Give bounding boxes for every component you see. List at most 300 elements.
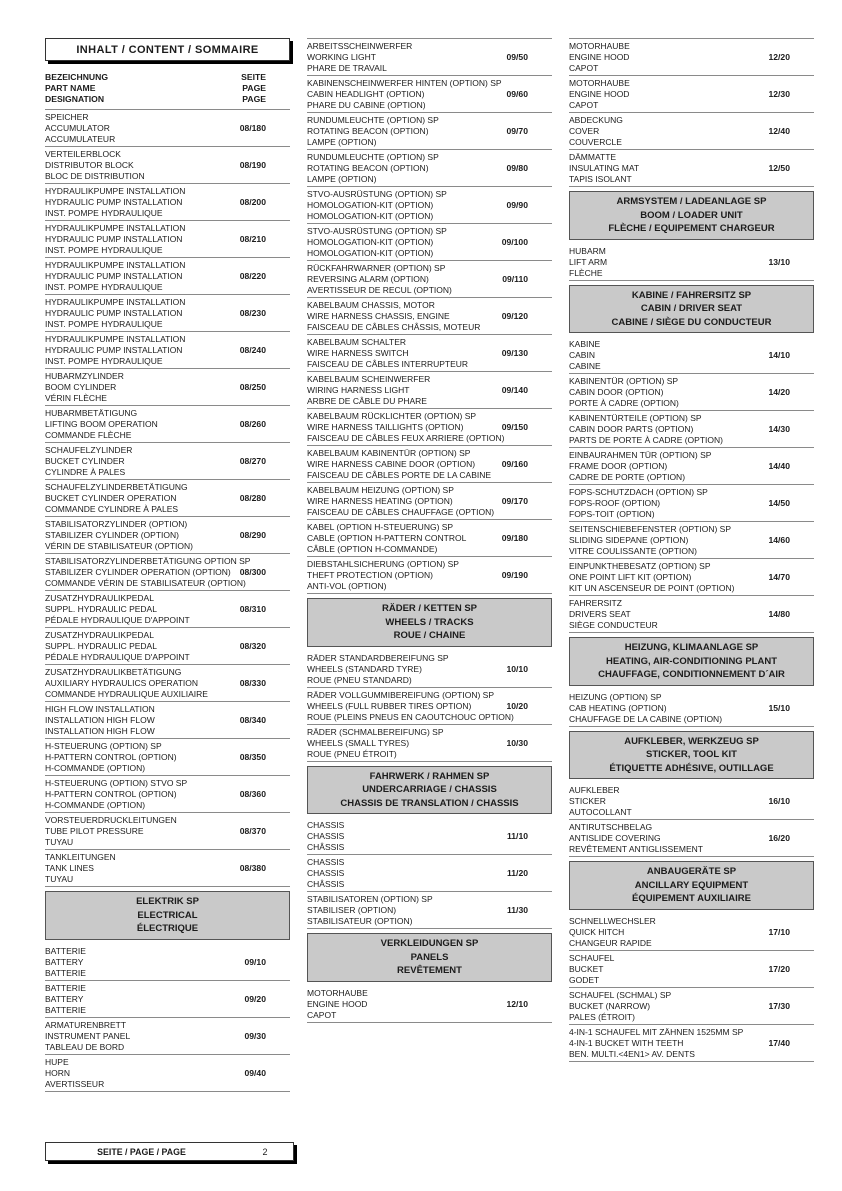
toc-entry-name-line: CAB HEATING (OPTION) <box>569 702 667 713</box>
toc-entry <box>307 39 552 76</box>
toc-entry <box>569 522 814 559</box>
toc-entry-name-line: HIGH FLOW INSTALLATION <box>45 704 155 714</box>
toc-entry-page-ref: 08/370 <box>239 826 266 836</box>
toc-entry-name-line: SLIDING SIDEPANE (OPTION) <box>569 535 689 545</box>
toc-entry-name-line: KABELBAUM KABINENTÜR (OPTION) SP <box>307 448 471 458</box>
toc-entry-name-line: ONE POINT LIFT KIT (OPTION) <box>569 572 692 582</box>
toc-entry <box>307 892 552 929</box>
toc-entry-name-line: FAISCEAU DE CÂBLES CHAUFFAGE (OPTION) <box>307 507 495 517</box>
toc-entry-name-line: AUXILIARY HYDRAULICS OPERATION <box>45 678 199 688</box>
table-header-page-de: SEITE <box>241 72 266 82</box>
toc-entry-page-ref: 09/100 <box>501 237 528 247</box>
toc-entry-name-line: SUPPL. HYDRAULIC PEDAL <box>45 641 157 651</box>
toc-entry-name-line: INST. POMPE HYDRAULIQUE <box>45 282 163 292</box>
toc-entry-page-ref: 08/330 <box>239 678 266 688</box>
toc-entry <box>569 485 814 522</box>
toc-entry-name-line: BATTERY <box>45 956 84 967</box>
toc-entry-name-line: KIT UN ASCENSEUR DE POINT (OPTION) <box>569 583 735 593</box>
toc-entry-name-line: LAMPE (OPTION) <box>307 174 377 184</box>
toc-entry-name-line: KABELBAUM HEIZUNG (OPTION) SP <box>307 485 454 495</box>
toc-entry-name-line: TUBE PILOT PRESSURE <box>45 826 144 836</box>
toc-entry-name-line: LAMPE (OPTION) <box>307 137 377 147</box>
toc-entry-name-line: ENGINE HOOD <box>307 998 368 1009</box>
toc-entry-name-line: COMMANDE CYLINDRE À PALES <box>45 504 179 514</box>
toc-entry-page-ref: 11/30 <box>506 905 528 915</box>
toc-entry <box>307 688 552 725</box>
section-header-line: ÉTIQUETTE ADHÉSIVE, OUTILLAGE <box>609 762 774 774</box>
toc-entry-name-line: CÂBLE (OPTION H-COMMANDE) <box>307 544 438 554</box>
toc-entry-name-line: BUCKET <box>569 963 604 974</box>
toc-entry-name-line: STABILISATORZYLINDER (OPTION) <box>45 519 188 529</box>
toc-entry-name-line: STABILISATOREN (OPTION) SP <box>307 894 433 904</box>
toc-entry <box>569 76 814 113</box>
toc-entry <box>45 517 290 554</box>
toc-entry-name-line: FOPS-TOIT (OPTION) <box>569 509 655 519</box>
toc-entry-name-line: AUTOCOLLANT <box>569 807 632 817</box>
toc-entry-name-line: LIFTING BOOM OPERATION <box>45 419 158 429</box>
toc-entry-name-line: EINPUNKTHEBESATZ (OPTION) SP <box>569 561 711 571</box>
toc-entry-name-line: ACCUMULATEUR <box>45 134 116 144</box>
toc-entry-name-line: CAPOT <box>569 100 599 110</box>
toc-entry-name-line: DRIVERS SEAT <box>569 609 631 619</box>
toc-entry-page-ref: 09/180 <box>501 533 528 543</box>
toc-entry-name-line: SCHAUFEL (SCHMAL) SP <box>569 989 672 1000</box>
toc-entry <box>45 554 290 591</box>
toc-entry-name-line: H-PATTERN CONTROL (OPTION) <box>45 752 177 762</box>
toc-entry-name-line: ARMATURENBRETT <box>45 1019 127 1030</box>
toc-entry-name-line: SCHAUFEL <box>569 952 615 963</box>
toc-entry-name-line: SEITENSCHIEBEFENSTER (OPTION) SP <box>569 524 731 534</box>
section-header-line: WHEELS / TRACKS <box>385 616 474 628</box>
toc-entry <box>45 369 290 406</box>
toc-entry-name-line: HOMOLOGATION-KIT (OPTION) <box>307 237 434 247</box>
toc-entry-name-line: HUBARM <box>569 245 606 256</box>
toc-entry-name-line: KABINE <box>569 339 601 349</box>
toc-entry <box>307 187 552 224</box>
toc-entry-name-line: BOOM CYLINDER <box>45 382 117 392</box>
toc-entry <box>45 665 290 702</box>
toc-entry-name-line: BUCKET CYLINDER <box>45 456 125 466</box>
toc-entry-name-line: ZUSATZHYDRAULIKPEDAL <box>45 630 154 640</box>
toc-entry-name-line: SCHAUFELZYLINDERBETÄTIGUNG <box>45 482 188 492</box>
footer-label: SEITE / PAGE / PAGE <box>97 1147 186 1157</box>
toc-entry-name-line: AVERTISSEUR DE RECUL (OPTION) <box>307 285 452 295</box>
toc-entry-name-line: CABIN <box>569 350 595 360</box>
toc-entry-name-line: COUVERCLE <box>569 137 622 147</box>
toc-entry-name-line: ENGINE HOOD <box>569 89 630 99</box>
toc-entry-name-line: RÄDER VOLLGUMMIBEREIFUNG (OPTION) SP <box>307 689 495 700</box>
table-header-name-de: BEZEICHNUNG <box>45 72 109 82</box>
section-header-line: ÉLECTRIQUE <box>136 923 199 934</box>
toc-entry-name-line: FAISCEAU DE CÂBLES FEUX ARRIERE (OPTION) <box>307 433 505 443</box>
toc-entry-name-line: ANTIRUTSCHBELAG <box>569 822 653 832</box>
toc-entry <box>307 261 552 298</box>
toc-entry-name-line: WHEELS (SMALL TYRES) <box>307 737 410 748</box>
toc-entry-name-line: FLÈCHE <box>569 267 603 278</box>
toc-entry-name-line: CABINE <box>569 361 601 371</box>
toc-entry <box>307 224 552 261</box>
toc-entry <box>307 335 552 372</box>
section-header-line: ARMSYSTEM / LADEANLAGE SP <box>616 196 767 207</box>
toc-entry-name-line: CYLINDRE À PALES <box>45 467 126 477</box>
toc-entry-name-line: STABILISATEUR (OPTION) <box>307 916 413 926</box>
toc-entry-page-ref: 11/10 <box>506 831 528 841</box>
toc-entry-name-line: H-PATTERN CONTROL (OPTION) <box>45 789 177 799</box>
section-header-line: ROUE / CHAINE <box>393 630 466 641</box>
toc-entry-page-ref: 10/20 <box>506 700 528 711</box>
toc-entry-name-line: CADRE DE PORTE (OPTION) <box>569 472 686 482</box>
toc-entry-page-ref: 09/120 <box>501 311 528 321</box>
toc-entry-name-line: STABILIZER CYLINDER (OPTION) <box>45 530 179 540</box>
toc-entry-name-line: SCHNELLWECHSLER <box>569 915 656 926</box>
section-header <box>569 637 814 686</box>
toc-entry-name-line: COVER <box>569 126 600 136</box>
toc-entry-name-line: H-COMMANDE (OPTION) <box>45 800 146 810</box>
toc-entry-page-ref: 09/160 <box>501 459 528 469</box>
toc-column-3 <box>569 38 814 1092</box>
toc-entry-name-line: STICKER <box>569 796 606 806</box>
toc-entry <box>569 411 814 448</box>
toc-entry <box>307 76 552 113</box>
toc-entry-name-line: HOMOLOGATION-KIT (OPTION) <box>307 211 434 221</box>
toc-entry-name-line: INST. POMPE HYDRAULIQUE <box>45 208 163 218</box>
section-header-line: CHASSIS DE TRANSLATION / CHASSIS <box>340 797 519 809</box>
toc-entry-name-line: SPEICHER <box>45 112 89 122</box>
toc-entry <box>45 443 290 480</box>
toc-entry <box>307 483 552 520</box>
section-header-line: AUFKLEBER, WERKZEUG SP <box>624 735 759 747</box>
toc-entry-name-line: BATTERIE <box>45 967 86 978</box>
toc-entry-name-line: ANTISLIDE COVERING <box>569 833 661 843</box>
toc-entry-page-ref: 08/240 <box>239 345 266 355</box>
toc-entry-page-ref: 17/40 <box>768 1037 790 1048</box>
page-footer <box>45 1142 294 1161</box>
toc-entry <box>307 520 552 557</box>
section-header-line: KABINE / FAHRERSITZ SP <box>631 289 752 301</box>
toc-entry-name-line: VÉRIN FLÈCHE <box>45 393 107 403</box>
toc-entry-name-line: TANK LINES <box>45 863 94 873</box>
section-header <box>45 891 290 940</box>
toc-entry <box>569 337 814 374</box>
toc-entry <box>569 1025 814 1062</box>
toc-entry-name-line: EINBAURAHMEN TÜR (OPTION) SP <box>569 450 712 460</box>
toc-entry-name-line: TABLEAU DE BORD <box>45 1041 125 1052</box>
toc-entry-name-line: FOPS-ROOF (OPTION) <box>569 498 661 508</box>
section-header-line: PANELS <box>410 951 449 963</box>
toc-entry-name-line: TAPIS ISOLANT <box>569 174 632 184</box>
toc-entry-name-line: INSTRUMENT PANEL <box>45 1030 131 1041</box>
toc-entry-page-ref: 16/20 <box>768 833 790 843</box>
toc-entry-name-line: HYDRAULIC PUMP INSTALLATION <box>45 345 183 355</box>
toc-entry-page-ref: 08/230 <box>239 308 266 318</box>
toc-entry-page-ref: 09/10 <box>244 956 266 967</box>
toc-entry-page-ref: 13/10 <box>768 256 790 267</box>
toc-entry-name-line: H-STEUERUNG (OPTION) SP <box>45 741 162 751</box>
toc-entry-name-line: AVERTISSEUR <box>45 1078 105 1089</box>
toc-entry-name-line: H-COMMANDE (OPTION) <box>45 763 146 773</box>
toc-entry-name-line: TANKLEITUNGEN <box>45 852 116 862</box>
toc-entry-name-line: CAPOT <box>307 1009 337 1020</box>
toc-entry-name-line: CAPOT <box>569 63 599 73</box>
table-header <box>45 69 290 110</box>
toc-entry-name-line: RUNDUMLEUCHTE (OPTION) SP <box>307 152 439 162</box>
toc-entry <box>45 1055 290 1092</box>
toc-entry-page-ref: 08/300 <box>239 567 266 577</box>
toc-entry <box>569 783 814 820</box>
toc-entry <box>569 820 814 857</box>
toc-entry-page-ref: 08/270 <box>239 456 266 466</box>
toc-items-column-3 <box>569 38 814 1062</box>
toc-entry-name-line: KABINENSCHEINWERFER HINTEN (OPTION) SP <box>307 78 502 88</box>
section-header-line: ELEKTRIK SP <box>136 896 199 907</box>
toc-entry <box>569 914 814 951</box>
section-header <box>569 731 814 780</box>
toc-entry-name-line: QUICK HITCH <box>569 926 625 937</box>
toc-entry <box>45 850 290 887</box>
toc-entry <box>569 150 814 187</box>
toc-items-column-1 <box>45 110 290 1092</box>
toc-entry-name-line: COMMANDE HYDRAULIQUE AUXILIAIRE <box>45 689 208 699</box>
toc-entry-page-ref: 08/180 <box>239 123 266 133</box>
toc-entry-name-line: CHASSIS <box>307 831 345 841</box>
toc-entry-name-line: LIFT ARM <box>569 256 608 267</box>
toc-entry-name-line: BLOC DE DISTRIBUTION <box>45 171 145 181</box>
toc-entry-name-line: CABLE (OPTION H-PATTERN CONTROL <box>307 533 467 543</box>
toc-entry-name-line: AUFKLEBER <box>569 785 620 795</box>
toc-entry <box>569 448 814 485</box>
toc-entry-name-line: HYDRAULIKPUMPE INSTALLATION <box>45 260 186 270</box>
toc-entry <box>45 295 290 332</box>
toc-entry-page-ref: 08/250 <box>239 382 266 392</box>
section-header <box>569 191 814 240</box>
section-header-line: UNDERCARRIAGE / CHASSIS <box>362 784 497 795</box>
toc-entry-name-line: INST. POMPE HYDRAULIQUE <box>45 245 163 255</box>
toc-entry-page-ref: 14/50 <box>768 498 790 508</box>
toc-entry <box>569 559 814 596</box>
toc-entry-name-line: WIRING HARNESS LIGHT <box>307 385 410 395</box>
toc-entry <box>569 244 814 281</box>
toc-entry-name-line: BUCKET CYLINDER OPERATION <box>45 493 177 503</box>
toc-entry-page-ref: 09/140 <box>501 385 528 395</box>
toc-entry <box>45 147 290 184</box>
toc-entry-name-line: CABIN HEADLIGHT (OPTION) <box>307 89 425 99</box>
toc-entry-name-line: HOMOLOGATION-KIT (OPTION) <box>307 200 434 210</box>
toc-entry-name-line: STABILIZER CYLINDER OPERATION (OPTION) <box>45 567 231 577</box>
toc-entry-name-line: BATTERIE <box>45 1004 86 1015</box>
toc-entry-page-ref: 14/30 <box>768 424 790 434</box>
toc-entry-page-ref: 08/310 <box>239 604 266 614</box>
toc-entry-name-line: RÄDER STANDARDBEREIFUNG SP <box>307 652 449 663</box>
toc-entry-name-line: KABINENTÜR (OPTION) SP <box>569 376 679 386</box>
toc-entry-page-ref: 14/10 <box>768 350 790 360</box>
toc-entry-name-line: HYDRAULIC PUMP INSTALLATION <box>45 234 183 244</box>
toc-entry-name-line: HORN <box>45 1067 71 1078</box>
toc-entry-page-ref: 08/350 <box>239 752 266 762</box>
toc-entry-name-line: COMMANDE VÉRIN DE STABILISATEUR (OPTION) <box>45 578 246 588</box>
toc-entry-page-ref: 08/220 <box>239 271 266 281</box>
toc-entry-page-ref: 12/10 <box>506 998 528 1009</box>
toc-entry <box>45 739 290 776</box>
toc-entry <box>307 818 552 855</box>
toc-entry-name-line: RÄDER (SCHMALBEREIFUNG) SP <box>307 726 444 737</box>
section-header-line: REVÊTEMENT <box>397 965 462 976</box>
toc-entry-name-line: VÉRIN DE STABILISATEUR (OPTION) <box>45 541 193 551</box>
toc-entry-name-line: ANTI-VOL (OPTION) <box>307 581 387 591</box>
toc-entry-name-line: PÉDALE HYDRAULIQUE D'APPOINT <box>45 615 190 625</box>
toc-entry-name-line: HYDRAULIC PUMP INSTALLATION <box>45 308 183 318</box>
toc-entry-page-ref: 14/20 <box>768 387 790 397</box>
toc-entry <box>307 150 552 187</box>
toc-entry <box>45 110 290 147</box>
toc-entry-name-line: VITRE COULISSANTE (OPTION) <box>569 546 697 556</box>
toc-entry-name-line: WIRE HARNESS TAILLIGHTS (OPTION) <box>307 422 464 432</box>
toc-entry-name-line: HYDRAULIKPUMPE INSTALLATION <box>45 334 186 344</box>
toc-entry-page-ref: 12/40 <box>768 126 790 136</box>
toc-entry-name-line: BATTERY <box>45 993 84 1004</box>
toc-entry-name-line: SCHAUFELZYLINDER <box>45 445 133 455</box>
toc-entry-name-line: CHÂSSIS <box>307 842 345 852</box>
toc-entry-name-line: INST. POMPE HYDRAULIQUE <box>45 319 163 329</box>
toc-entry-page-ref: 12/30 <box>768 89 790 99</box>
toc-entry-name-line: FAISCEAU DE CÂBLES INTERRUPTEUR <box>307 359 469 369</box>
toc-entry-name-line: KABELBAUM SCHALTER <box>307 337 407 347</box>
toc-entry-page-ref: 14/80 <box>768 609 790 619</box>
toc-entry-name-line: FAISCEAU DE CÂBLES CHÂSSIS, MOTEUR <box>307 322 481 332</box>
toc-entry-page-ref: 08/280 <box>239 493 266 503</box>
toc-entry-name-line: STABILISATORZYLINDERBETÄTIGUNG OPTION SP <box>45 556 251 566</box>
section-header <box>307 598 552 647</box>
table-header-name-fr: DESIGNATION <box>45 94 105 104</box>
toc-entry-name-line: WIRE HARNESS CABINE DOOR (OPTION) <box>307 459 476 469</box>
section-header-line: VERKLEIDUNGEN SP <box>380 938 479 949</box>
toc-entry-name-line: MOTORHAUBE <box>307 987 368 998</box>
section-header <box>569 861 814 910</box>
toc-entry-page-ref: 08/190 <box>239 160 266 170</box>
section-header <box>569 285 814 334</box>
table-header-names <box>45 72 202 105</box>
toc-entry <box>45 406 290 443</box>
toc-entry-name-line: ROUE (PLEINS PNEUS EN CAOUTCHOUC OPTION) <box>307 711 514 722</box>
toc-entry-name-line: PALES (ÉTROIT) <box>569 1011 635 1022</box>
toc-entry-page-ref: 14/70 <box>768 572 790 582</box>
toc-entry-name-line: ROTATING BEACON (OPTION) <box>307 126 429 136</box>
toc-entry-page-ref: 14/60 <box>768 535 790 545</box>
section-header-line: CABINE / SIÈGE DU CONDUCTEUR <box>611 316 772 328</box>
toc-entry-name-line: CHASSIS <box>307 868 345 878</box>
toc-entry-name-line: HYDRAULIKPUMPE INSTALLATION <box>45 223 186 233</box>
toc-entry-name-line: ARBEITSSCHEINWERFER <box>307 41 413 51</box>
toc-entry-page-ref: 08/210 <box>239 234 266 244</box>
section-header-line: CABIN / DRIVER SEAT <box>640 303 743 314</box>
toc-entry <box>569 374 814 411</box>
section-header-line: ANBAUGERÄTE SP <box>646 866 737 877</box>
toc-entry-name-line: ACCUMULATOR <box>45 123 110 133</box>
toc-entry <box>569 690 814 727</box>
toc-entry-name-line: ZUSATZHYDRAULIKPEDAL <box>45 593 154 603</box>
toc-entry-page-ref: 10/10 <box>506 663 528 674</box>
toc-entry <box>569 951 814 988</box>
toc-entry <box>45 332 290 369</box>
toc-entry-name-line: HYDRAULIC PUMP INSTALLATION <box>45 271 183 281</box>
table-header-page-fr: PAGE <box>242 94 266 104</box>
toc-entry-name-line: KABINENTÜRTEILE (OPTION) SP <box>569 413 702 423</box>
toc-entry-name-line: FRAME DOOR (OPTION) <box>569 461 668 471</box>
toc-entry-name-line: CHANGEUR RAPIDE <box>569 937 652 948</box>
toc-entry-page-ref: 08/360 <box>239 789 266 799</box>
toc-entry-name-line: KABEL (OPTION H-STEUERUNG) SP <box>307 522 454 532</box>
toc-entry <box>45 221 290 258</box>
toc-entry-name-line: ROTATING BEACON (OPTION) <box>307 163 429 173</box>
toc-entry <box>307 651 552 688</box>
toc-entry-page-ref: 08/200 <box>239 197 266 207</box>
toc-entry-name-line: WHEELS (FULL RUBBER TIRES OPTION) <box>307 700 472 711</box>
toc-entry-name-line: CHASSIS <box>307 857 345 867</box>
toc-entry-name-line: GODET <box>569 974 600 985</box>
toc-entry-name-line: HUBARMZYLINDER <box>45 371 124 381</box>
toc-entry-name-line: 4-IN-1 BUCKET WITH TEETH <box>569 1037 684 1048</box>
toc-entry-name-line: RUNDUMLEUCHTE (OPTION) SP <box>307 115 439 125</box>
toc-entry-page-ref: 09/190 <box>501 570 528 580</box>
toc-entry-name-line: ROUE (PNEU ÉTROIT) <box>307 748 397 759</box>
toc-entry-name-line: FAHRERSITZ <box>569 598 622 608</box>
section-header-line: ANCILLARY EQUIPMENT <box>634 879 749 891</box>
section-header-line: HEATING, AIR-CONDITIONING PLANT <box>606 655 777 667</box>
toc-entry <box>45 184 290 221</box>
toc-entry-name-line: KABELBAUM SCHEINWERFER <box>307 374 431 384</box>
toc-entry <box>307 298 552 335</box>
toc-entry-name-line: H-STEUERUNG (OPTION) STVO SP <box>45 778 188 788</box>
toc-entry-name-line: HUPE <box>45 1056 69 1067</box>
toc-entry-page-ref: 09/170 <box>501 496 528 506</box>
page-title <box>45 38 290 61</box>
toc-entry-name-line: SIÈGE CONDUCTEUR <box>569 620 658 630</box>
toc-entry-name-line: TUYAU <box>45 837 74 847</box>
toc-entry <box>45 1018 290 1055</box>
toc-entry-name-line: PARTS DE PORTE À CADRE (OPTION) <box>569 435 723 445</box>
toc-entry-page-ref: 09/40 <box>244 1067 266 1078</box>
toc-column-2 <box>307 38 552 1092</box>
toc-entry-name-line: FAISCEAU DE CÂBLES PORTE DE LA CABINE <box>307 470 492 480</box>
toc-entry-name-line: BEN. MULTI.<4EN1> AV. DENTS <box>569 1048 695 1059</box>
toc-entry-page-ref: 09/70 <box>506 126 528 136</box>
toc-entry <box>45 258 290 295</box>
toc-entry-name-line: INSTALLATION HIGH FLOW <box>45 715 155 725</box>
toc-entry-name-line: HUBARMBETÄTIGUNG <box>45 408 138 418</box>
toc-entry-name-line: VORSTEUERDRUCKLEITUNGEN <box>45 815 177 825</box>
toc-entry-name-line: CABIN DOOR PARTS (OPTION) <box>569 424 694 434</box>
toc-entry-name-line: HYDRAULIC PUMP INSTALLATION <box>45 197 183 207</box>
toc-entry-page-ref: 11/20 <box>506 868 528 878</box>
toc-entry-name-line: STVO-AUSRÜSTUNG (OPTION) SP <box>307 226 447 236</box>
toc-entry-name-line: DÄMMATTE <box>569 152 617 162</box>
toc-entry-name-line: PÉDALE HYDRAULIQUE D'APPOINT <box>45 652 190 662</box>
toc-entry <box>307 113 552 150</box>
toc-entry-name-line: ABDECKUNG <box>569 115 623 125</box>
section-header <box>307 766 552 815</box>
table-header-page-en: PAGE <box>242 83 266 93</box>
toc-entry-name-line: HYDRAULIKPUMPE INSTALLATION <box>45 186 186 196</box>
toc-entry <box>307 372 552 409</box>
toc-entry-page-ref: 09/60 <box>506 89 528 99</box>
toc-entry-name-line: INSTALLATION HIGH FLOW <box>45 726 155 736</box>
toc-entry <box>45 813 290 850</box>
toc-entry-name-line: PHARE DE TRAVAIL <box>307 63 387 73</box>
toc-entry-name-line: WIRE HARNESS HEATING (OPTION) <box>307 496 453 506</box>
toc-entry <box>45 702 290 739</box>
toc-entry-name-line: REVÊTEMENT ANTIGLISSEMENT <box>569 844 703 854</box>
toc-entry-name-line: WORKING LIGHT <box>307 52 376 62</box>
toc-entry <box>307 409 552 446</box>
